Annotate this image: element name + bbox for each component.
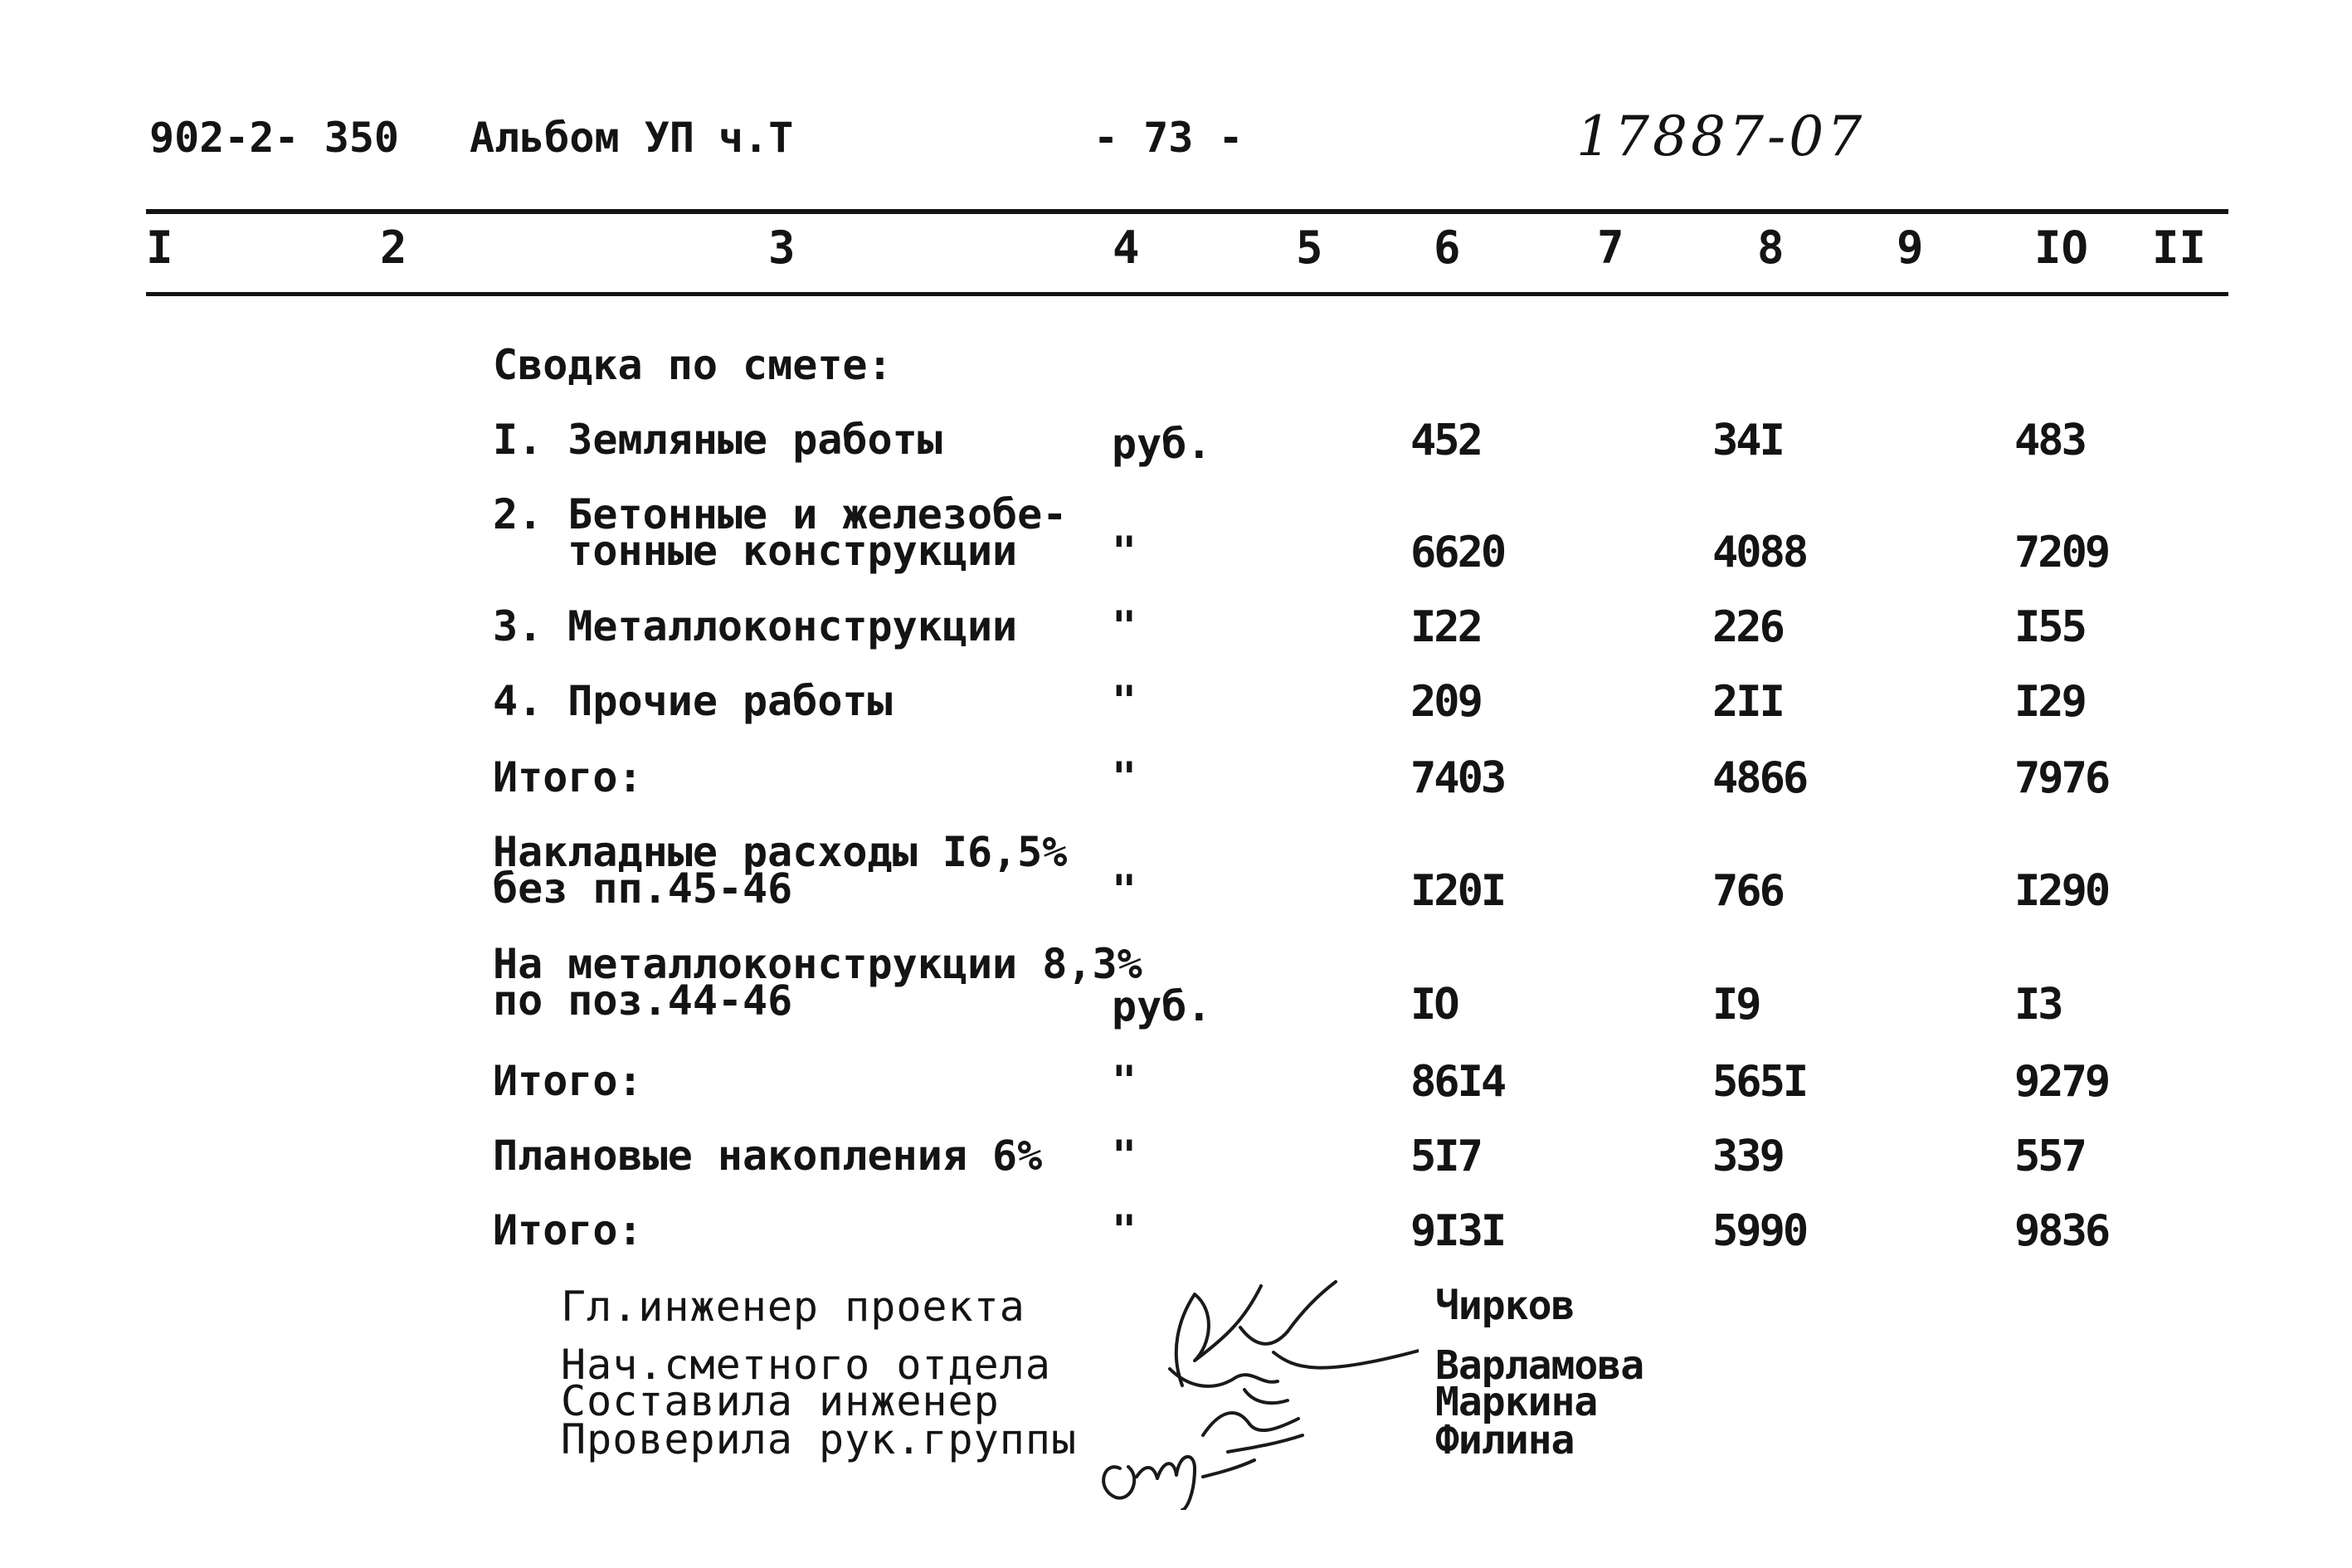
row-unit: " — [1112, 866, 1137, 914]
signature-name: Филина — [1435, 1417, 1575, 1463]
row-value-col6: 209 — [1410, 677, 1481, 727]
row-value-col6: 7403 — [1410, 753, 1505, 803]
row-label: Итого: — [493, 753, 643, 801]
signature-role: Нач.сметного отдела — [561, 1341, 1051, 1389]
row-value-col6: 452 — [1410, 416, 1481, 465]
row-unit: " — [1112, 1206, 1137, 1254]
row-label: Накладные расходы I6,5% без пп.45-46 — [493, 828, 1068, 913]
signature-role: Проверила рук.группы — [561, 1415, 1078, 1463]
row-label: Итого: — [493, 1206, 643, 1254]
row-value-col10: 557 — [2014, 1132, 2085, 1181]
row-unit: " — [1112, 1057, 1137, 1105]
signature-role: Гл.инженер проекта — [561, 1283, 1025, 1331]
row-value-col6: 5I7 — [1410, 1132, 1481, 1181]
column-header-7: 7 — [1597, 222, 1624, 274]
row-unit: " — [1112, 753, 1137, 801]
row-value-col6: 6620 — [1410, 528, 1505, 577]
column-header-8: 8 — [1757, 222, 1785, 274]
row-value-col6: 86I4 — [1410, 1057, 1505, 1107]
row-value-col10: I55 — [2014, 602, 2085, 652]
row-value-col8: 766 — [1712, 866, 1783, 916]
row-value-col8: 4866 — [1712, 753, 1807, 803]
column-header-6: 6 — [1434, 222, 1461, 274]
column-header-9: 9 — [1897, 222, 1924, 274]
row-value-col8: 565I — [1712, 1057, 1807, 1107]
row-value-col6: I22 — [1410, 602, 1481, 652]
signature-name: Чирков — [1435, 1283, 1575, 1329]
column-header-11: II — [2152, 222, 2207, 274]
signature-name: Маркина — [1435, 1379, 1598, 1425]
row-value-col10: 9836 — [2014, 1206, 2109, 1256]
row-value-col10: 483 — [2014, 416, 2085, 465]
row-unit: " — [1112, 528, 1137, 576]
row-label: 3. Металлоконструкции — [493, 602, 1018, 650]
column-header-4: 4 — [1113, 222, 1140, 274]
column-header-rule — [146, 292, 2228, 296]
row-label: Итого: — [493, 1057, 643, 1105]
row-unit: руб. — [1112, 420, 1212, 468]
row-value-col8: 339 — [1712, 1132, 1783, 1181]
row-value-col10: 7209 — [2014, 528, 2109, 577]
row-value-col8: 4088 — [1712, 528, 1807, 577]
handwritten-signatures — [1070, 1261, 1419, 1510]
part-label: ч.Т — [718, 114, 794, 162]
row-value-col10: 7976 — [2014, 753, 2109, 803]
row-unit: " — [1112, 602, 1137, 650]
row-unit: " — [1112, 1132, 1137, 1180]
column-header-1: I — [146, 222, 173, 274]
row-label: На металлоконструкции 8,3% по поз.44-46 — [493, 940, 1142, 1025]
handwritten-number: 17887-07 — [1576, 105, 1866, 168]
row-unit: руб. — [1112, 982, 1212, 1030]
page-number: - 73 - — [1093, 114, 1244, 162]
row-value-col6: I20I — [1410, 866, 1505, 916]
row-label: 4. Прочие работы — [493, 677, 893, 725]
row-value-col8: I9 — [1712, 980, 1760, 1030]
row-value-col6: IO — [1410, 980, 1458, 1030]
column-header-5: 5 — [1296, 222, 1323, 274]
top-rule — [146, 209, 2228, 214]
row-value-col8: 226 — [1712, 602, 1783, 652]
row-label: Плановые накопления 6% — [493, 1132, 1043, 1180]
row-value-col8: 34I — [1712, 416, 1783, 465]
row-value-col10: I3 — [2014, 980, 2062, 1030]
row-label: I. Земляные работы — [493, 416, 942, 464]
row-value-col10: I29 — [2014, 677, 2085, 727]
column-header-2: 2 — [380, 222, 407, 274]
summary-title: Сводка по смете: — [493, 341, 893, 389]
column-header-3: 3 — [768, 222, 796, 274]
album-label: Альбом УП — [470, 114, 694, 162]
column-header-10: IO — [2034, 222, 2089, 274]
row-value-col8: 2II — [1712, 677, 1783, 727]
row-value-col10: 9279 — [2014, 1057, 2109, 1107]
row-label: 2. Бетонные и железобе- тонные конструкции — [493, 490, 1068, 575]
row-value-col10: I290 — [2014, 866, 2109, 916]
row-unit: " — [1112, 677, 1137, 725]
row-value-col6: 9I3I — [1410, 1206, 1505, 1256]
signature-role: Составила инженер — [561, 1377, 1000, 1425]
row-value-col8: 5990 — [1712, 1206, 1807, 1256]
document-code: 902-2- 350 — [149, 114, 400, 162]
signature-name: Варламова — [1435, 1342, 1644, 1389]
